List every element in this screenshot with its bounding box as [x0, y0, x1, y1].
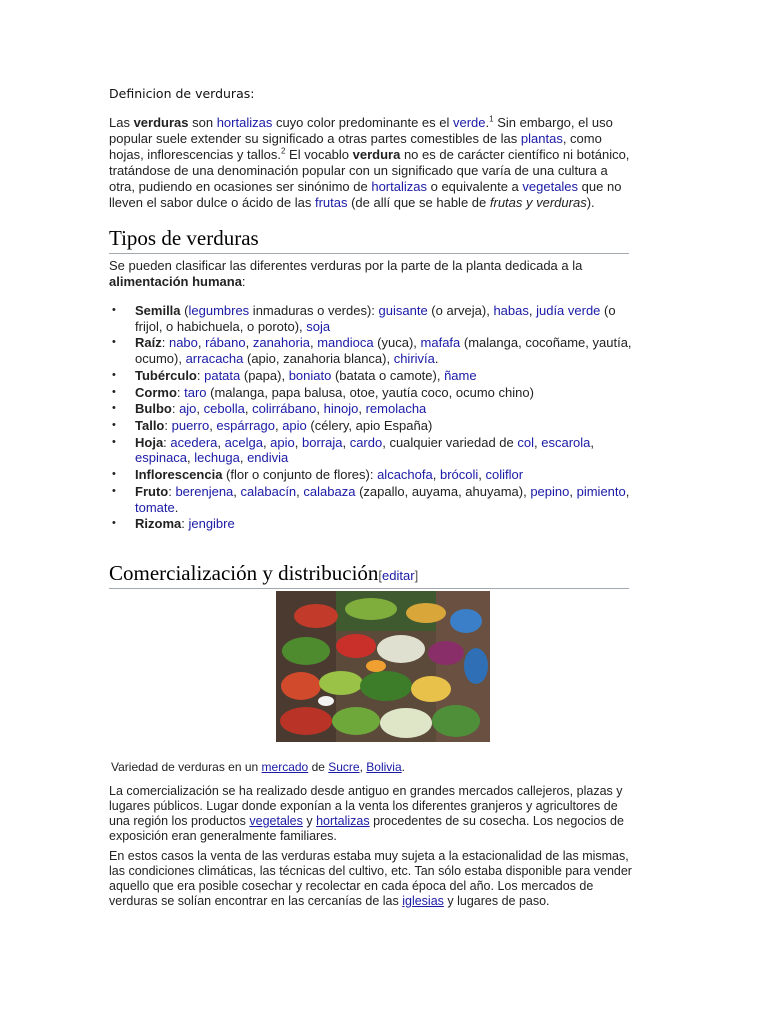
- list-text: ,: [296, 484, 304, 500]
- list-text: , cualquier variedad de: [382, 434, 518, 450]
- list-text: (célery, apio España): [306, 418, 433, 434]
- link-plantas[interactable]: plantas: [520, 131, 563, 146]
- list-text: ,: [569, 484, 577, 500]
- list-text: (o frijol, o habichuela, o poroto),: [135, 303, 616, 334]
- list-link[interactable]: boniato: [288, 367, 332, 383]
- term-verdura: verdura: [352, 147, 401, 162]
- list-text: ,: [432, 467, 440, 483]
- list-text: ,: [590, 434, 594, 450]
- list-link[interactable]: col: [517, 434, 534, 450]
- list-text: (apio, zanahoria blanca),: [243, 350, 394, 366]
- list-item-label: Hoja: [135, 434, 164, 450]
- list-link[interactable]: pimiento: [576, 484, 626, 500]
- list-item: [109, 401, 634, 417]
- list-text: :: [176, 384, 185, 400]
- list-link[interactable]: puerro: [171, 418, 210, 434]
- list-link[interactable]: colirrábano: [252, 401, 317, 417]
- list-item-label: Rizoma: [135, 516, 182, 532]
- list-link[interactable]: cebolla: [203, 401, 245, 417]
- list-item-label: Tallo: [135, 418, 165, 434]
- list-text: (batata o camote),: [331, 367, 445, 383]
- list-text: ,: [528, 303, 537, 318]
- list-text: (malanga, papa balusa, otoe, yautía coco, ocumo chino): [206, 384, 534, 400]
- list-text: :: [196, 367, 205, 383]
- list-text: .: [434, 350, 439, 366]
- list-link[interactable]: jengibre: [188, 516, 235, 532]
- list-text: :: [171, 401, 180, 417]
- list-link[interactable]: calabacín: [240, 484, 297, 500]
- bullet-icon: •: [112, 336, 116, 349]
- bullet-icon: •: [112, 485, 116, 498]
- tipos-intro: Se pueden clasificar las diferentes verduras por la parte de la planta dedicada a la alimentación humana:: [109, 258, 583, 289]
- list-link[interactable]: judía verde: [536, 303, 601, 318]
- list-link[interactable]: lechuga: [194, 450, 240, 466]
- market-vegetables-photo: [276, 591, 490, 742]
- link-vegetales-2[interactable]: vegetales: [249, 814, 303, 828]
- list-text: (: [180, 303, 189, 318]
- list-item: [109, 467, 634, 483]
- bullet-icon: •: [112, 435, 116, 448]
- list-item: [109, 435, 634, 466]
- list-text: ,: [239, 450, 248, 466]
- list-text: ,: [309, 335, 318, 351]
- list-link[interactable]: escarola: [541, 434, 591, 450]
- list-text: ,: [233, 484, 241, 500]
- list-text: :: [164, 418, 172, 434]
- list-text: (o arveja),: [427, 303, 494, 318]
- heading-tipos-de-verduras: Tipos de verduras: [109, 226, 629, 254]
- list-link[interactable]: apio: [282, 418, 307, 434]
- list-item-label: Inflorescencia: [135, 467, 223, 483]
- bullet-icon: •: [112, 419, 116, 432]
- link-verde[interactable]: verde: [452, 115, 486, 130]
- list-link[interactable]: rábano: [205, 335, 246, 351]
- list-text: :: [168, 484, 176, 500]
- bullet-icon: •: [112, 402, 116, 415]
- list-link[interactable]: hinojo: [323, 401, 359, 417]
- list-item: [109, 303, 634, 334]
- link-iglesias[interactable]: iglesias: [402, 894, 444, 908]
- vegetable-types-list: [109, 303, 634, 533]
- list-item-label: Tubérculo: [135, 367, 197, 383]
- bullet-icon: •: [112, 368, 116, 381]
- list-item-label: Raíz: [135, 335, 162, 351]
- bullet-icon: •: [112, 468, 116, 481]
- link-hortalizas-3[interactable]: hortalizas: [316, 814, 370, 828]
- list-text: ,: [316, 401, 324, 417]
- link-hortalizas-2[interactable]: hortalizas: [371, 179, 427, 194]
- list-link[interactable]: tomate: [135, 499, 175, 515]
- list-text: ,: [478, 467, 486, 483]
- list-item: [109, 368, 634, 384]
- list-link[interactable]: acedera: [170, 434, 218, 450]
- list-text: ,: [209, 418, 217, 434]
- list-link[interactable]: brócoli: [439, 467, 479, 483]
- list-link[interactable]: pepino: [530, 484, 570, 500]
- list-text: .: [174, 499, 179, 515]
- list-link[interactable]: alcachofa: [377, 467, 433, 483]
- list-text: ,: [262, 434, 271, 450]
- list-text: (malanga, cocoñame, yautía, ocumo),: [135, 335, 632, 366]
- list-text: (zapallo, auyama, ahuyama),: [355, 484, 531, 500]
- link-hortalizas[interactable]: hortalizas: [216, 115, 273, 130]
- link-sucre[interactable]: Sucre: [328, 760, 360, 774]
- list-item: [109, 516, 634, 532]
- list-link[interactable]: espárrago: [216, 418, 275, 434]
- list-text: ,: [196, 401, 204, 417]
- bullet-icon: •: [112, 385, 116, 398]
- comercio-paragraph-1: La comercialización se ha realizado desde antiguo en grandes mercados callejeros, plazas y lugares públicos. Lugar donde exponían a la venta los diferentes granjeros y agricultores de una región los productos vegetales y hortalizas procedentes de su cosecha. Los negocios de exposición eran generalmente familiares.: [109, 784, 624, 843]
- list-link[interactable]: mandioca: [317, 335, 374, 351]
- list-text: ,: [245, 335, 253, 351]
- list-text: ,: [187, 450, 195, 466]
- term-frutas-y-verduras: frutas y verduras: [489, 195, 587, 210]
- intro-paragraph: Las verduras son hortalizas cuyo color predominante es el verde.$^1$ Sin embargo, el uso popular suele extender su significado a otras partes comestibles de las plantas, como hojas, inflorescencias y tallos.$^2$ El vocablo verdura no es de carácter científico ni botánico, tratándose de una denominación popular con un significado que varía de una cultura a otra, pudiendo en ocasiones ser sinónimo de hortalizas o equivalente a vegetales que no lleven el sabor dulce o ácido de las frutas (de allí que se hable de frutas y verduras).: [109, 114, 630, 210]
- ref-1[interactable]: 1: [489, 114, 494, 124]
- list-item: [109, 335, 634, 366]
- list-link[interactable]: endivia: [247, 450, 289, 466]
- bullet-icon: •: [112, 304, 116, 316]
- list-link[interactable]: calabaza: [303, 484, 356, 500]
- list-item: [109, 385, 634, 401]
- list-item-label: Bulbo: [135, 401, 172, 417]
- list-text: (papa),: [240, 367, 289, 383]
- list-link[interactable]: remolacha: [365, 401, 427, 417]
- list-link[interactable]: chirivía: [393, 350, 435, 366]
- heading-comercializacion: Comercialización y distribución[editar]: [109, 561, 629, 589]
- list-link[interactable]: berenjena: [175, 484, 234, 500]
- link-mercado[interactable]: mercado: [261, 760, 309, 774]
- list-text: ,: [274, 418, 283, 434]
- list-item: [109, 484, 634, 515]
- list-text: ,: [534, 434, 542, 450]
- list-item: [109, 418, 634, 434]
- list-text: :: [161, 335, 169, 351]
- list-text: ,: [358, 401, 366, 417]
- list-text: :: [181, 516, 189, 532]
- list-link[interactable]: mafafa: [420, 335, 461, 351]
- list-link[interactable]: patata: [204, 367, 241, 383]
- term-verduras: verduras: [133, 115, 189, 130]
- list-text: ,: [244, 401, 253, 417]
- list-item-label: Semilla: [135, 303, 181, 318]
- edit-section-link[interactable]: [editar]: [378, 568, 419, 583]
- list-link[interactable]: apio: [270, 434, 295, 450]
- ref-2[interactable]: 2: [280, 146, 286, 156]
- list-text: (yuca),: [373, 335, 421, 351]
- list-link[interactable]: cardo: [349, 434, 383, 450]
- list-text: inmaduras o verdes):: [249, 303, 379, 318]
- list-text: :: [163, 434, 171, 450]
- photo-caption: Variedad de verduras en un mercado de Sucre, Bolivia.: [111, 760, 405, 774]
- list-link[interactable]: guisante: [378, 303, 428, 318]
- list-link[interactable]: zanahoria: [252, 335, 310, 351]
- list-link[interactable]: legumbres: [188, 303, 250, 318]
- link-vegetales[interactable]: vegetales: [522, 179, 579, 194]
- list-link[interactable]: espinaca: [135, 450, 188, 466]
- link-bolivia[interactable]: Bolivia: [366, 760, 402, 774]
- list-link[interactable]: soja: [306, 318, 331, 334]
- list-text: ,: [625, 484, 630, 500]
- list-link[interactable]: ajo: [179, 401, 197, 417]
- list-link[interactable]: borraja: [301, 434, 343, 450]
- list-link[interactable]: arracacha: [185, 350, 244, 366]
- list-link[interactable]: acelga: [224, 434, 263, 450]
- comercio-paragraph-2: En estos casos la venta de las verduras estaba muy sujeta a la estacionalidad de las mismas, las condiciones climáticas, las técnicas del cultivo, etc. Tan sólo estaba disponible para vender aquello que era posible cosechar y recolectar en cada época del año. Los mercados de verduras se solían encontrar en las cercanías de las iglesias y lugares de paso.: [109, 849, 632, 908]
- list-text: ,: [197, 335, 206, 351]
- term-alimentacion-humana: alimentación humana: [109, 274, 242, 289]
- list-link[interactable]: nabo: [168, 335, 198, 351]
- list-text: ,: [294, 434, 302, 450]
- list-link[interactable]: coliflor: [485, 467, 524, 483]
- list-item-label: Cormo: [135, 384, 177, 400]
- list-link[interactable]: taro: [184, 384, 207, 400]
- link-frutas[interactable]: frutas: [314, 195, 348, 210]
- list-text: ,: [217, 434, 225, 450]
- list-item-label: Fruto: [135, 484, 169, 500]
- list-text: ,: [342, 434, 350, 450]
- list-link[interactable]: habas: [493, 303, 529, 318]
- bullet-icon: •: [112, 517, 116, 530]
- list-link[interactable]: ñame: [444, 367, 477, 383]
- document-title: Definicion de verduras:: [109, 86, 255, 101]
- list-text: (flor o conjunto de flores):: [222, 467, 378, 483]
